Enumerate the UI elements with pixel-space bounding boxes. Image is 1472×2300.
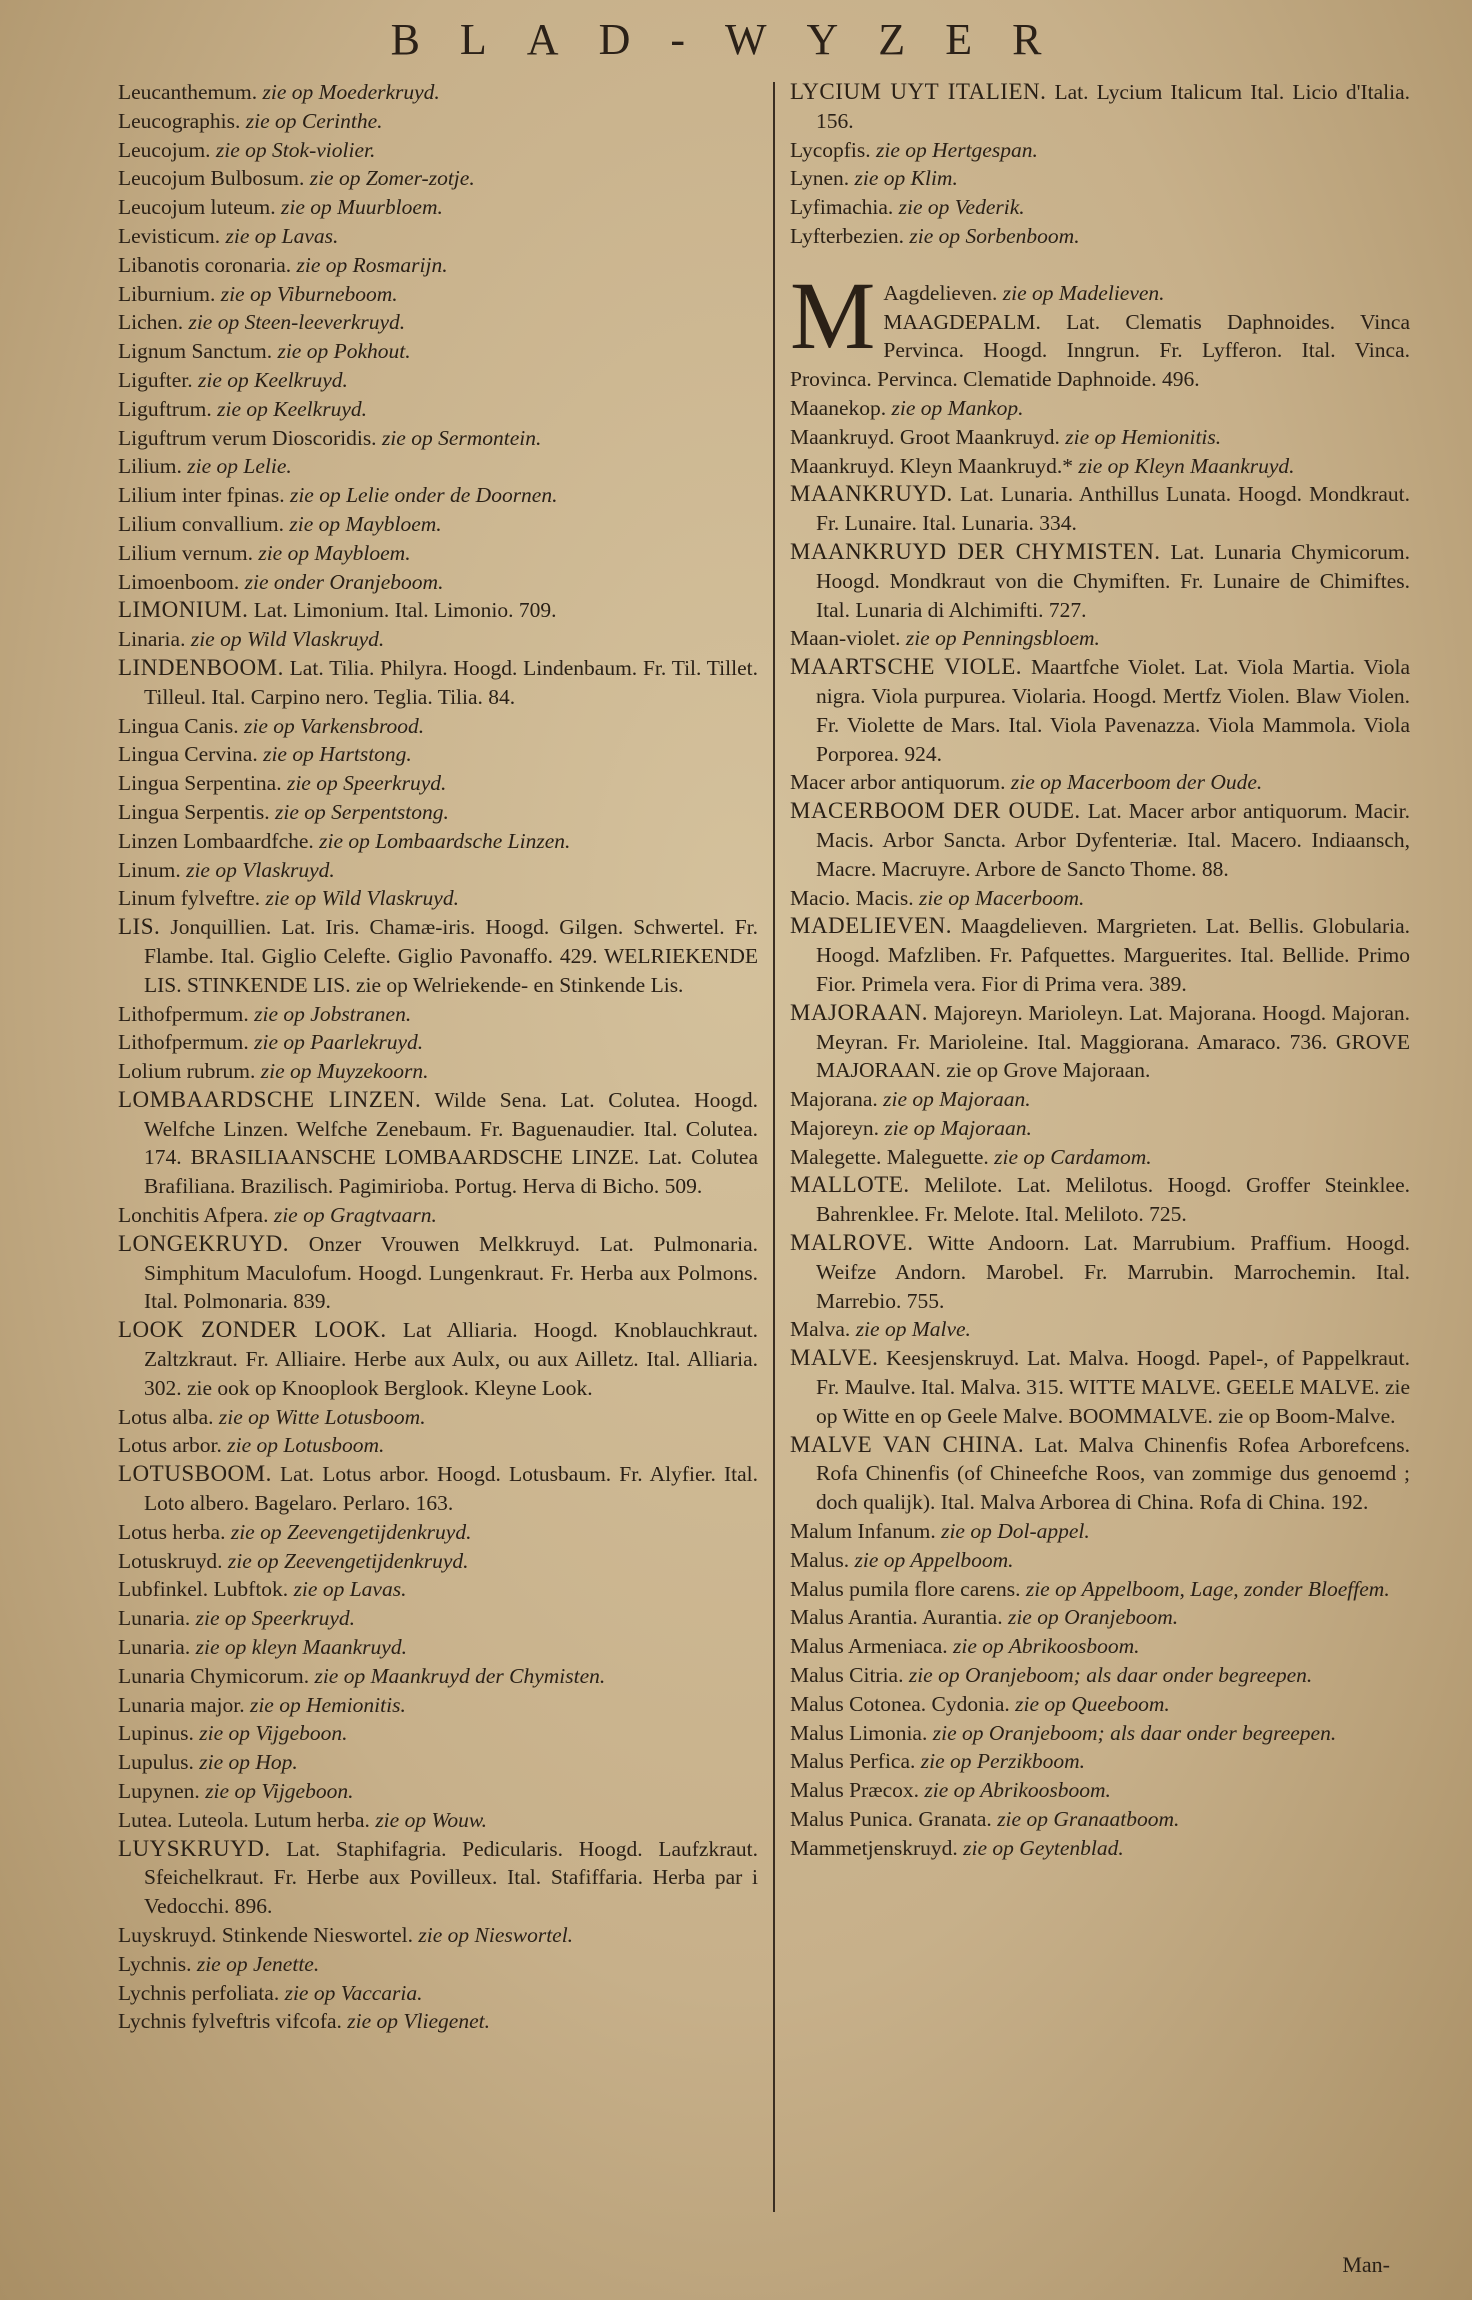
entry-text: Keesjenskruyd. Lat. Malva. Hoogd. Papel-, of Pappelkraut. Fr. Maulve. Ital. Malva. 315. WITTE MALVE. GEELE MALVE. zie op Witte en op Geele Malve. BOOMMALVE. zie op Boom-Malve.: [816, 1346, 1410, 1428]
entry-text: Maanekop.: [790, 395, 887, 420]
entry-text: Lubfinkel. Lubftok.: [118, 1577, 289, 1602]
index-entry: [118, 308, 758, 337]
entry-heading: LIS.: [118, 914, 161, 940]
entry-reference: zie op Cardamom.: [994, 1144, 1152, 1169]
entry-text: Lat. Lunaria. Anthillus Lunata. Hoogd. Mondkraut. Fr. Lunaire. Ital. Lunaria. 334.: [816, 482, 1410, 536]
entry-reference: zie op Hartstong.: [263, 742, 412, 767]
left-column: [118, 78, 758, 2240]
entry-reference: zie op Perzikboom.: [920, 1749, 1085, 1774]
entry-reference: zie op Vliegenet.: [347, 2009, 490, 2034]
entry-text: Lichen.: [118, 310, 184, 335]
index-entry: [118, 1316, 758, 1402]
entry-reference: zie op Muurbloem.: [281, 195, 443, 220]
index-entry: [118, 280, 758, 309]
entry-text: Lyfimachia.: [790, 195, 894, 220]
entry-reference: zie op Hop.: [199, 1750, 298, 1775]
entry-text: Lat. Macer arbor antiquorum. Macir. Macis. Arbor Sancta. Arbor Dyfenteriæ. Ital. Macero. Indiaansch, Macre. Macruyre. Arbore de Sancto Thome. 88.: [816, 799, 1410, 881]
entry-reference: zie op Viburneboom.: [220, 281, 398, 306]
index-entry: [118, 827, 758, 856]
entry-text: Levisticum.: [118, 223, 221, 248]
entry-reference: zie op Stok-violier.: [215, 137, 376, 162]
entry-heading: MALROVE.: [790, 1230, 914, 1256]
entry-reference: zie op Wouw.: [375, 1807, 488, 1832]
index-entry: [790, 624, 1410, 653]
entry-text: Malus Perfica.: [790, 1749, 916, 1774]
entry-reference: zie op Oranjeboom.: [1007, 1605, 1179, 1630]
entry-reference: zie op Lavas.: [293, 1577, 407, 1602]
index-entry: [790, 538, 1410, 624]
entry-reference: zie op Abrikoosboom.: [924, 1778, 1111, 1803]
entry-text: Leucanthemum.: [118, 80, 258, 104]
entry-text: Lutea. Luteola. Lutum herba.: [118, 1807, 370, 1832]
entry-text: Macio. Macis.: [790, 885, 914, 910]
entry-reference: zie op Serpentstong.: [275, 799, 449, 824]
entry-reference: zie op Moederkruyd.: [262, 80, 440, 104]
entry-reference: zie onder Oranjeboom.: [244, 569, 444, 594]
entry-heading: MADELIEVEN.: [790, 913, 952, 939]
entry-text: Linum.: [118, 857, 181, 882]
index-entry: [790, 1114, 1410, 1143]
index-entry: [118, 1633, 758, 1662]
entry-reference: zie op Macerboom.: [918, 885, 1085, 910]
index-entry: [118, 913, 758, 999]
entry-text: Liburnium.: [118, 281, 216, 306]
entry-reference: zie op Geytenblad.: [963, 1835, 1124, 1860]
entry-reference: zie op Appelboom.: [854, 1547, 1014, 1572]
entry-text: Wilde Sena. Lat. Colutea. Hoogd. Welfche Linzen. Welfche Zenebaum. Fr. Baguenaudier. Ital. Colutea. 174. BRASILIAANSCHE LOMBAARDSCHE LINZE. Lat. Colutea Brafiliana. Brazilisch. Pagimirioba. Portug. Herva di Bicho. 509.: [144, 1087, 758, 1199]
catchword: Man-: [1342, 2252, 1390, 2277]
entry-text: Lynen.: [790, 166, 850, 191]
entry-text: Lupynen.: [118, 1779, 200, 1804]
entry-reference: zie op Mankop.: [891, 395, 1024, 420]
index-entry: [790, 653, 1410, 768]
entry-heading: MAARTSCHE VIOLE.: [790, 654, 1023, 680]
entry-text: Melilote. Lat. Melilotus. Hoogd. Groffer Steinklee. Bahrenklee. Fr. Melote. Ital. Meliloto. 725.: [816, 1173, 1410, 1227]
entry-heading: MACERBOOM DER OUDE.: [790, 798, 1081, 824]
entry-text: Mammetjenskruyd.: [790, 1835, 958, 1860]
index-entry: [118, 1806, 758, 1835]
index-entry: [118, 1777, 758, 1806]
index-entry: [118, 164, 758, 193]
index-entry: [118, 481, 758, 510]
index-entry: [118, 136, 758, 165]
index-entry: [118, 625, 758, 654]
entry-text: Lingua Serpentina.: [118, 771, 282, 796]
entry-text: Maan-violet.: [790, 626, 901, 651]
entry-reference: zie op Sermontein.: [381, 425, 542, 450]
index-entry: [790, 164, 1410, 193]
entry-text: Malum Infanum.: [790, 1519, 936, 1544]
entry-text: Malegette. Maleguette.: [790, 1144, 989, 1169]
index-entry: [118, 424, 758, 453]
index-entry: [790, 768, 1410, 797]
index-entry: [118, 798, 758, 827]
entry-text: Lotus herba.: [118, 1519, 226, 1544]
entry-text: Leucographis.: [118, 108, 241, 133]
index-entry: [118, 1921, 758, 1950]
entry-text: Maagdelieven. Margrieten. Lat. Bellis. Globularia. Hoogd. Mafzliben. Fr. Pafquettes. Marguerites. Ital. Bellide. Primo Fior. Primela vera. Fior di Prima vera. 389.: [816, 914, 1411, 996]
index-entry: [790, 452, 1410, 481]
entry-text: Maartfche Violet. Lat. Viola Martia. Viola nigra. Viola purpurea. Violaria. Hoogd. Mertfz Violen. Blaw Violen. Fr. Violette de Mars. Ital. Viola Pavenazza. Viola Mammola. Viola Porporea. 924.: [816, 655, 1410, 766]
entry-reference: zie op Zomer-zotje.: [309, 166, 475, 191]
entry-reference: zie op Steen-leeverkruyd.: [188, 310, 406, 335]
entry-text: Majoreyn. Marioleyn. Lat. Majorana. Hoogd. Majoran. Meyran. Fr. Marioleine. Ital. Maggiorana. Amaraco. 736. GROVE MAJORAAN. zie op Grove Majoraan.: [816, 1000, 1410, 1083]
entry-heading: MALVE.: [790, 1345, 879, 1371]
entry-text: Witte Andoorn. Lat. Marrubium. Praffium. Hoogd. Weifze Andorn. Marobel. Fr. Marrubin. Marrochemin. Ital. Marrebio. 755.: [816, 1231, 1410, 1313]
entry-reference: zie op Jobstranen.: [254, 1001, 412, 1026]
entry-heading: LUYSKRUYD.: [118, 1835, 271, 1861]
index-entry: [118, 510, 758, 539]
entry-heading: MAANKRUYD DER CHYMISTEN.: [790, 538, 1161, 564]
index-entry: [790, 912, 1410, 998]
entry-text: Malus Arantia. Aurantia.: [790, 1605, 1003, 1630]
entry-text: Lotus alba.: [118, 1404, 214, 1429]
entry-reference: zie op Pokhout.: [277, 339, 411, 364]
entry-text: Lat Alliaria. Hoogd. Knoblauchkraut. Zaltzkraut. Fr. Alliaire. Herbe aux Aulx, ou aux Ailletz. Ital. Alliaria. 302. zie ook op Knooplook Berglook. Kleyne Look.: [144, 1318, 759, 1400]
entry-text: Malus Cotonea. Cydonia.: [790, 1691, 1010, 1716]
entry-text: Lycopfis.: [790, 137, 871, 162]
entry-text: Lupulus.: [118, 1750, 194, 1775]
index-entry: [790, 1517, 1410, 1546]
entry-text: Lunaria.: [118, 1606, 191, 1631]
index-entry: [790, 1229, 1410, 1315]
entry-text: Lat. Malva Chinenfis Rofea Arborefcens. Rofa Chinenfis (of Chineefche Roos, van zommige dus genoemd ; doch qualijk). Ital. Malva Arborea di China. Rofa di China. 192.: [816, 1432, 1411, 1515]
index-entry: [118, 395, 758, 424]
index-entry: [118, 769, 758, 798]
index-entry: [118, 1230, 758, 1316]
index-entry: [118, 452, 758, 481]
index-entry: [118, 1835, 758, 1921]
index-entry: [118, 222, 758, 251]
entry-reference: zie op Macerboom der Oude.: [1010, 770, 1263, 795]
entry-text: Lychnis fylveftris vifcofa.: [118, 2009, 342, 2034]
index-entry: [790, 1431, 1410, 1517]
entry-heading: MAANKRUYD.: [790, 481, 953, 507]
page-header: BLAD-WYZER: [390, 15, 1082, 64]
dropcap-first: Aagdelieven.: [883, 280, 998, 305]
entry-text: Lithofpermum.: [118, 1030, 249, 1055]
entry-reference: zie op Nieswortel.: [418, 1923, 574, 1947]
index-entry: [790, 1805, 1410, 1834]
column-divider: [773, 82, 775, 2212]
index-entry: [790, 136, 1410, 165]
index-entry: [790, 394, 1410, 423]
entry-reference: zie op Paarlekruyd.: [254, 1030, 424, 1055]
entry-reference: zie op Queeboom.: [1015, 1691, 1170, 1716]
entry-reference: zie op Zeevengetijdenkruyd.: [230, 1519, 472, 1544]
entry-reference: zie op Vederik.: [898, 195, 1025, 220]
index-entry: [118, 712, 758, 741]
entry-reference: zie op Dol-appel.: [941, 1519, 1090, 1544]
index-entry: [118, 539, 758, 568]
index-entry: [118, 1431, 758, 1460]
entry-text: Lychnis.: [118, 1951, 192, 1976]
index-entry: [790, 1171, 1410, 1229]
entry-heading: LONGEKRUYD.: [118, 1230, 289, 1256]
entry-reference: zie op Gragtvaarn.: [273, 1203, 437, 1228]
right-entries: [790, 394, 1410, 1863]
entry-text: Lilium convallium.: [118, 511, 285, 536]
entry-reference: zie op Speerkruyd.: [286, 771, 447, 796]
entry-reference: zie op Granaatboom.: [997, 1807, 1180, 1832]
index-entry: [118, 1691, 758, 1720]
entry-reference: zie op Abrikoosboom.: [953, 1634, 1140, 1659]
entry-reference: zie op Sorbenboom.: [909, 223, 1080, 248]
entry-text: Lotuskruyd.: [118, 1548, 223, 1573]
entry-text: Leucojum.: [118, 137, 211, 162]
index-entry: [118, 1662, 758, 1691]
index-entry: [118, 1201, 758, 1230]
dropcap-entry: [790, 261, 1410, 394]
index-entry: [118, 1518, 758, 1547]
entry-text: Onzer Vrouwen Melkkruyd. Lat. Pulmonaria. Simphitum Maculofum. Hoogd. Lungenkraut. Fr. Herba aux Polmons. Ital. Polmonaria. 839.: [144, 1231, 758, 1314]
entry-text: Lychnis perfoliata.: [118, 1980, 280, 2005]
entry-reference: zie op Varkensbrood.: [244, 713, 425, 738]
entry-heading: MAJORAAN.: [790, 999, 929, 1025]
entry-reference: zie op Rosmarijn.: [296, 252, 448, 277]
index-entry: [790, 999, 1410, 1085]
entry-reference: zie op Lotusboom.: [227, 1433, 385, 1458]
entry-text: Maankruyd. Groot Maankruyd.: [790, 424, 1060, 449]
index-entry: [118, 251, 758, 280]
entry-text: Lingua Cervina.: [118, 742, 258, 767]
index-entry: [118, 1086, 758, 1201]
entry-text: Lilium inter fpinas.: [118, 483, 285, 508]
index-entry: [118, 1575, 758, 1604]
entry-text: Lonchitis Afpera.: [118, 1203, 269, 1228]
entry-reference: zie op Keelkruyd.: [198, 367, 348, 392]
entry-text: Lithofpermum.: [118, 1001, 249, 1026]
index-entry: [118, 1547, 758, 1576]
entry-reference: zie op Lavas.: [225, 223, 339, 248]
index-entry: [790, 78, 1410, 136]
index-entry: [118, 740, 758, 769]
index-entry: [118, 193, 758, 222]
entry-reference: zie op Maybloem.: [289, 511, 442, 536]
index-entry: [790, 1603, 1410, 1632]
entry-text: Malus Armeniaca.: [790, 1634, 948, 1659]
entry-reference: zie op Lombaardsche Linzen.: [319, 828, 571, 853]
entry-heading: LYCIUM UYT ITALIEN.: [790, 79, 1047, 104]
entry-reference: zie op Speerkruyd.: [195, 1606, 356, 1631]
entry-text: Lilium.: [118, 454, 182, 479]
index-entry: [790, 1344, 1410, 1430]
index-entry: [790, 1690, 1410, 1719]
entry-text: Limoenboom.: [118, 569, 240, 594]
entry-reference: zie op Klim.: [854, 166, 958, 191]
right-top-entries: [790, 78, 1410, 251]
entry-text: Linzen Lombaardfche.: [118, 828, 314, 853]
entry-reference: zie op Hemionitis.: [249, 1692, 406, 1717]
index-entry: [790, 222, 1410, 251]
entry-text: Malus Citria.: [790, 1663, 904, 1688]
index-entry: [118, 568, 758, 597]
entry-text: Ligufter.: [118, 367, 193, 392]
entry-reference: zie op Lelie.: [187, 454, 292, 479]
entry-text: Lotus arbor.: [118, 1433, 222, 1458]
index-entry: [118, 1057, 758, 1086]
index-entry: [790, 797, 1410, 883]
index-entry: [118, 2007, 758, 2036]
entry-reference: zie op Lelie onder de Doornen.: [289, 483, 558, 508]
dropcap-letter: M: [790, 261, 876, 369]
entry-reference: zie op Malve.: [855, 1317, 971, 1342]
entry-text: Linum fylveftre.: [118, 886, 261, 911]
dropcap-first-ref: zie op Madelieven.: [1002, 280, 1165, 305]
entry-text: Liguftrum verum Dioscoridis.: [118, 425, 377, 450]
index-entry: [790, 1661, 1410, 1690]
entry-text: Malus Punica. Granata.: [790, 1807, 992, 1832]
entry-text: Maankruyd. Kleyn Maankruyd.*: [790, 453, 1074, 478]
entry-text: Majorana.: [790, 1087, 878, 1112]
entry-text: Lat. Lunaria Chymicorum. Hoogd. Mondkraut von die Chymiften. Fr. Lunaire de Chimiftes. Ital. Lunaria di Alchimifti. 727.: [816, 539, 1411, 622]
entry-text: Malus pumila flore carens.: [790, 1576, 1021, 1601]
index-entry: [118, 1028, 758, 1057]
entry-text: Lat. Tilia. Philyra. Hoogd. Lindenbaum. Fr. Til. Tillet. Tilleul. Ital. Carpino nero. Teglia. Tilia. 84.: [144, 655, 758, 709]
entry-reference: zie op Vijgeboon.: [205, 1779, 354, 1804]
entry-heading: LOMBAARDSCHE LINZEN.: [118, 1086, 422, 1112]
entry-text: Lingua Serpentis.: [118, 799, 270, 824]
index-entry: [118, 1748, 758, 1777]
entry-reference: zie op Maybloem.: [258, 540, 411, 565]
entry-text: Malus Limonia.: [790, 1720, 928, 1745]
index-entry: [118, 1950, 758, 1979]
index-entry: [790, 1834, 1410, 1863]
dropcap-body: MAAGDEPALM. Lat. Clematis Daphnoides. Vinca Pervinca. Hoogd. Inngrun. Fr. Lyfferon. Ital. Vinca. Provinca. Pervinca. Clematide Daphnoide. 496.: [790, 309, 1410, 392]
entry-text: Lat. Staphifagria. Pedicularis. Hoogd. Laufzkraut. Sfeichelkraut. Fr. Herbe aux Povilleux. Ital. Stafiffaria. Herba par i Vedocchi. 896.: [144, 1836, 758, 1919]
index-entry: [790, 884, 1410, 913]
index-entry: [790, 1747, 1410, 1776]
entry-text: Lunaria major.: [118, 1692, 245, 1717]
entry-text: Macer arbor antiquorum.: [790, 770, 1006, 795]
entry-heading: LIMONIUM.: [118, 597, 249, 623]
entry-reference: zie op Vlaskruyd.: [186, 857, 335, 882]
entry-text: Lunaria.: [118, 1635, 191, 1660]
index-entry: [118, 654, 758, 712]
index-entry: [118, 78, 758, 107]
entry-text: Lat. Limonium. Ital. Limonio. 709.: [253, 598, 557, 623]
entry-reference: zie op Penningsbloem.: [905, 626, 1100, 651]
entry-text: Liguftrum.: [118, 396, 212, 421]
entry-text: Lignum Sanctum.: [118, 339, 273, 364]
entry-reference: zie op Keelkruyd.: [217, 396, 367, 421]
index-entry: [118, 1403, 758, 1432]
entry-text: Lilium vernum.: [118, 540, 253, 565]
index-entry: [790, 1776, 1410, 1805]
entry-reference: zie op Wild Vlaskruyd.: [265, 886, 459, 911]
index-entry: [118, 1979, 758, 2008]
entry-text: Lyfterbezien.: [790, 223, 905, 248]
entry-text: Lunaria Chymicorum.: [118, 1663, 310, 1688]
entry-reference: zie op Appelboom, Lage, zonder Bloeffem.: [1025, 1576, 1390, 1601]
entry-reference: zie op Maankruyd der Chymisten.: [314, 1663, 606, 1688]
index-entry: [790, 423, 1410, 452]
entry-text: Lupinus.: [118, 1721, 194, 1746]
index-entry: [790, 1315, 1410, 1344]
entry-text: Lat. Lotus arbor. Hoogd. Lotusbaum. Fr. Alyfier. Ital. Loto albero. Bagelaro. Perlaro. 163.: [144, 1462, 759, 1516]
entry-heading: LINDENBOOM.: [118, 654, 284, 680]
entry-text: Jonquillien. Lat. Iris. Chamæ-iris. Hoogd. Gilgen. Schwertel. Fr. Flambe. Ital. Giglio Celefte. Giglio Pavonaffo. 429. WELRIEKENDE LIS. STINKENDE LIS. zie op Welriekende- en Stinkende Lis.: [144, 915, 758, 997]
index-entry: [118, 107, 758, 136]
entry-text: Majoreyn.: [790, 1115, 879, 1140]
entry-text: Malus Præcox.: [790, 1778, 919, 1803]
entry-heading: LOOK ZONDER LOOK.: [118, 1317, 387, 1343]
index-entry: [790, 1546, 1410, 1575]
entry-heading: MALVE VAN CHINA.: [790, 1431, 1025, 1457]
index-entry: [118, 596, 758, 625]
index-entry: [118, 856, 758, 885]
entry-text: Malus.: [790, 1547, 850, 1572]
index-entry: [118, 1460, 758, 1518]
entry-text: Linaria.: [118, 627, 186, 652]
right-column: [790, 78, 1410, 2240]
index-entry: [118, 1719, 758, 1748]
entry-reference: zie op Vaccaria.: [284, 1980, 423, 2005]
index-entry: [790, 193, 1410, 222]
index-entry: [118, 337, 758, 366]
entry-reference: zie op Cerinthe.: [245, 108, 383, 133]
entry-reference: zie op Witte Lotusboom.: [218, 1404, 426, 1429]
entry-reference: zie op Wild Vlaskruyd.: [190, 627, 385, 652]
entry-reference: zie op Majoraan.: [884, 1115, 1032, 1140]
entry-reference: zie op Jenette.: [196, 1951, 320, 1976]
index-entry: [118, 1604, 758, 1633]
entry-reference: zie op Oranjeboom; als daar onder begreepen.: [932, 1720, 1337, 1745]
entry-text: Luyskruyd. Stinkende Nieswortel.: [118, 1923, 413, 1947]
index-entry: [790, 1575, 1410, 1604]
entry-reference: zie op Hemionitis.: [1065, 424, 1222, 449]
entry-reference: zie op kleyn Maankruyd.: [195, 1635, 407, 1660]
entry-reference: zie op Kleyn Maankruyd.: [1078, 453, 1295, 478]
index-entry: [790, 480, 1410, 538]
entry-reference: zie op Majoraan.: [883, 1087, 1031, 1112]
index-entry: [118, 884, 758, 913]
index-entry: [118, 1000, 758, 1029]
entry-reference: zie op Zeevengetijdenkruyd.: [227, 1548, 469, 1573]
entry-text: Leucojum luteum.: [118, 195, 276, 220]
entry-reference: zie op Muyzekoorn.: [260, 1059, 429, 1084]
entry-text: Lolium rubrum.: [118, 1059, 256, 1084]
entry-text: Lingua Canis.: [118, 713, 239, 738]
entry-text: Libanotis coronaria.: [118, 252, 292, 277]
index-entry: [790, 1143, 1410, 1172]
index-entry: [790, 1719, 1410, 1748]
entry-heading: MALLOTE.: [790, 1172, 910, 1198]
entry-reference: zie op Vijgeboon.: [199, 1721, 348, 1746]
entry-text: Malva.: [790, 1317, 851, 1342]
index-entry: [790, 1085, 1410, 1114]
entry-heading: LOTUSBOOM.: [118, 1461, 272, 1487]
index-entry: [118, 366, 758, 395]
entry-text: Leucojum Bulbosum.: [118, 166, 305, 191]
entry-text: Lat. Lycium Italicum Ital. Licio d'Italia. 156.: [816, 80, 1410, 133]
entry-reference: zie op Oranjeboom; als daar onder begreepen.: [908, 1663, 1313, 1688]
entry-reference: zie op Hertgespan.: [876, 137, 1038, 162]
index-entry: [790, 1632, 1410, 1661]
